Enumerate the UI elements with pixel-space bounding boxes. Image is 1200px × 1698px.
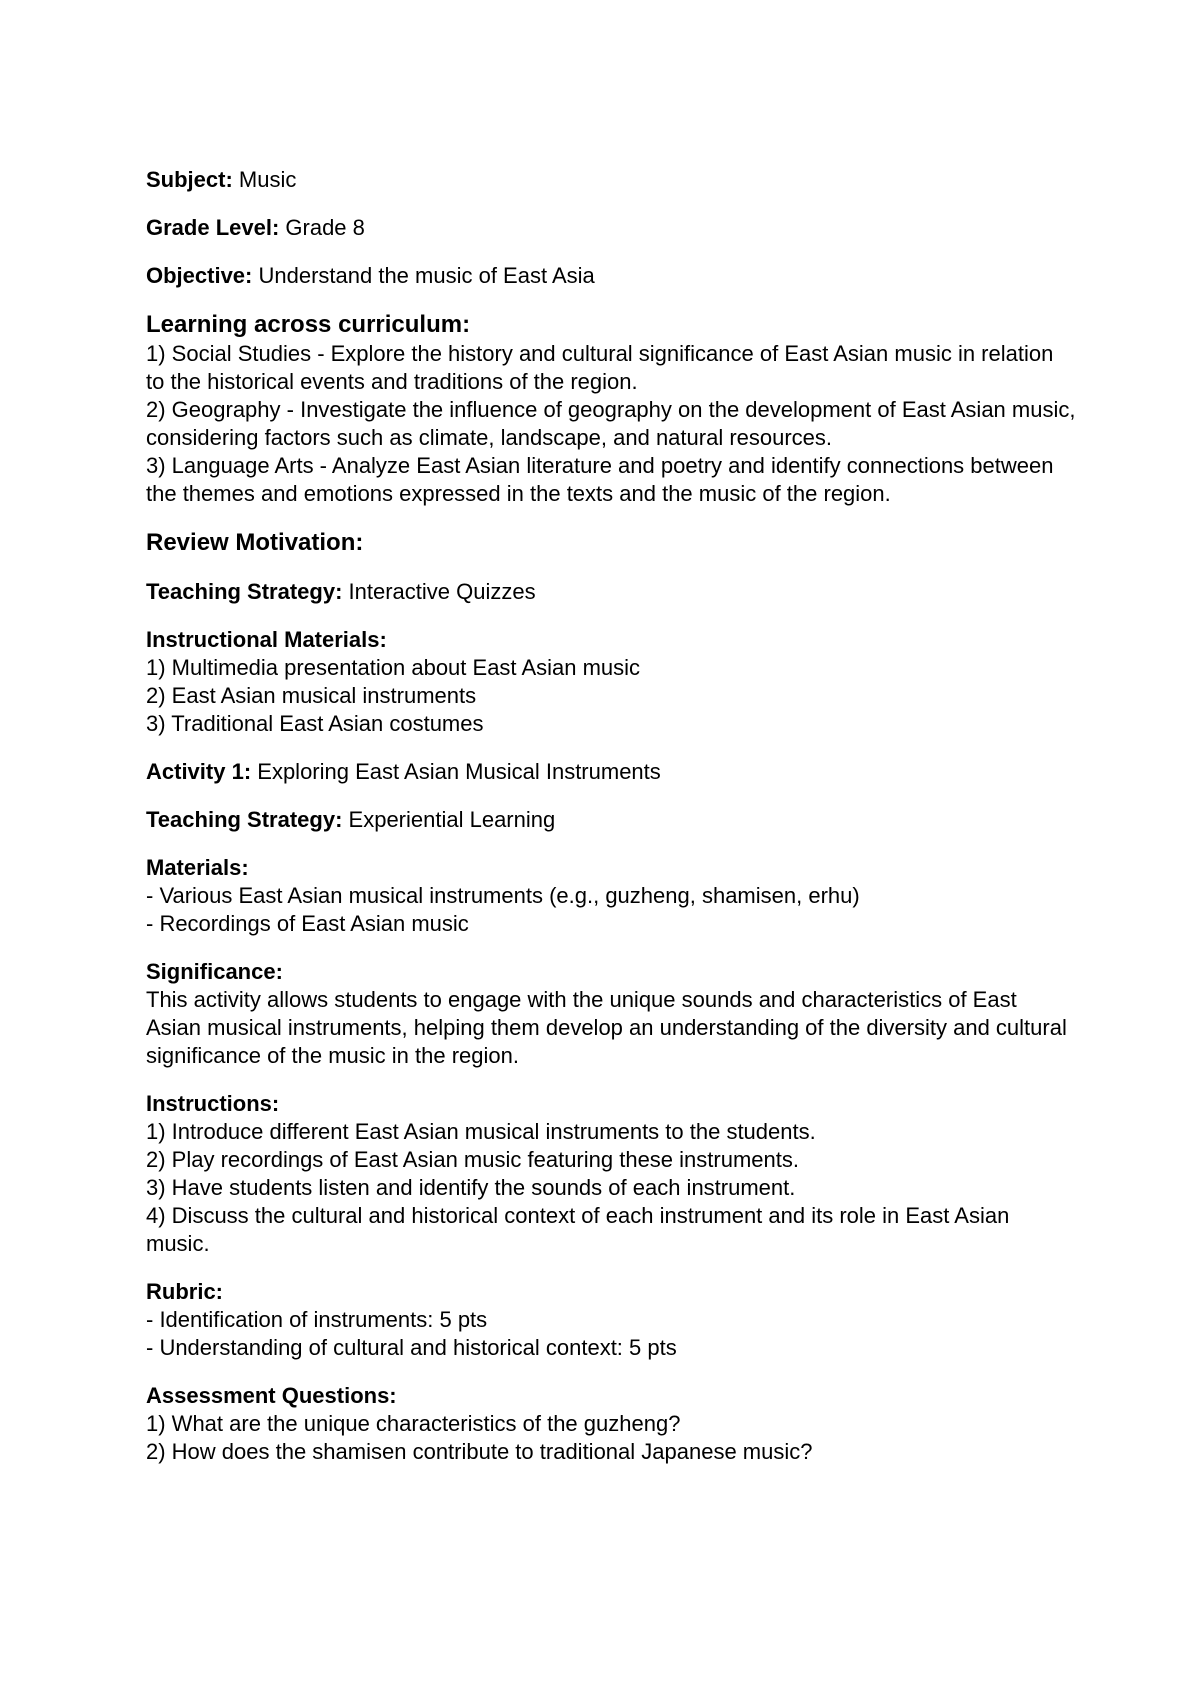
objective-line [146, 262, 1076, 290]
instructions-item: 1) Introduce different East Asian musical instruments to the students. [146, 1119, 816, 1144]
instructional-item: 3) Traditional East Asian costumes [146, 711, 484, 736]
curriculum-item: 2) Geography - Investigate the influence of geography on the development of East Asian music, considering factors such as climate, landscape, and natural resources. [146, 397, 1076, 450]
grade-line [146, 214, 1076, 242]
activity1-value: Exploring East Asian Musical Instruments [251, 759, 661, 784]
subject-label: Subject: [146, 167, 233, 192]
materials-heading: Materials: [146, 855, 249, 880]
strategy2-value: Experiential Learning [342, 807, 556, 832]
rubric-item: - Identification of instruments: 5 pts [146, 1307, 488, 1332]
grade-label: Grade Level: [146, 215, 280, 240]
objective-label: Objective: [146, 263, 253, 288]
materials-item: - Various East Asian musical instruments (e.g., guzheng, shamisen, erhu) [146, 883, 860, 908]
significance-text: This activity allows students to engage with the unique sounds and characteristics of East Asian musical instruments, helping them develop an understanding of the diversity and cultural significance of the music in the region. [146, 987, 1067, 1068]
subject-line [146, 166, 1076, 194]
curriculum-heading: Learning across curriculum: [146, 311, 471, 338]
significance-heading: Significance: [146, 959, 283, 984]
review-heading: Review Motivation: [146, 529, 364, 556]
subject-value: Music [232, 167, 297, 192]
activity1-label: Activity 1: [146, 759, 252, 784]
curriculum-item: 1) Social Studies - Explore the history and cultural significance of East Asian music in relation to the historical events and traditions of the region. [146, 341, 1054, 394]
grade-value: Grade 8 [279, 215, 365, 240]
strategy1-value: Interactive Quizzes [342, 579, 536, 604]
objective-value: Understand the music of East Asia [252, 263, 595, 288]
assessment-heading: Assessment Questions: [146, 1383, 397, 1408]
document-page [146, 166, 1076, 1466]
instructions-item: 2) Play recordings of East Asian music featuring these instruments. [146, 1147, 799, 1172]
activity1-line [146, 758, 1076, 786]
instructions-item: 4) Discuss the cultural and historical context of each instrument and its role in East Asian music. [146, 1203, 1010, 1256]
curriculum-item: 3) Language Arts - Analyze East Asian literature and poetry and identify connections between the themes and emotions expressed in the texts and the music of the region. [146, 453, 1054, 506]
materials-item: - Recordings of East Asian music [146, 911, 469, 936]
rubric-item: - Understanding of cultural and historical context: 5 pts [146, 1335, 677, 1360]
instructions-item: 3) Have students listen and identify the sounds of each instrument. [146, 1175, 796, 1200]
strategy2-line [146, 806, 1076, 834]
strategy1-line [146, 578, 1076, 606]
assessment-item: 2) How does the shamisen contribute to traditional Japanese music? [146, 1439, 813, 1464]
instructional-heading: Instructional Materials: [146, 627, 387, 652]
rubric-heading: Rubric: [146, 1279, 223, 1304]
strategy2-label: Teaching Strategy: [146, 807, 343, 832]
instructional-item: 1) Multimedia presentation about East Asian music [146, 655, 641, 680]
assessment-item: 1) What are the unique characteristics of the guzheng? [146, 1411, 681, 1436]
instructional-item: 2) East Asian musical instruments [146, 683, 477, 708]
strategy1-label: Teaching Strategy: [146, 579, 343, 604]
instructions-heading: Instructions: [146, 1091, 280, 1116]
